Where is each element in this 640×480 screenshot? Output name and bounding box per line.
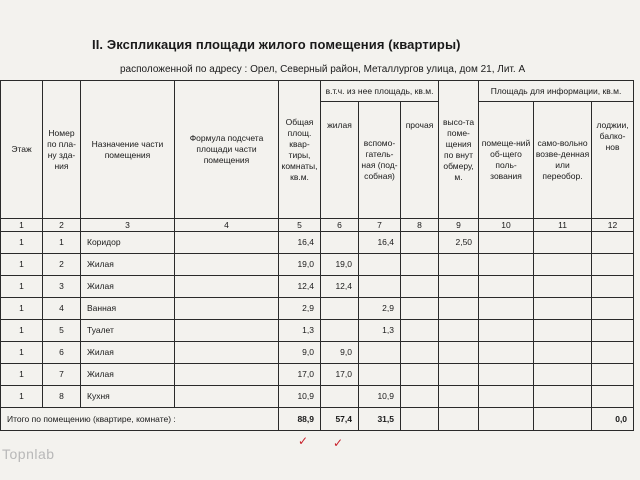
cell-floor: 1	[1, 342, 43, 364]
cell-loggia-area	[592, 342, 634, 364]
explication-table	[0, 80, 634, 431]
room-rows	[1, 232, 634, 431]
cell-loggia-area	[592, 254, 634, 276]
header-room-number: Номер по пла-ну зда-ния	[43, 81, 81, 219]
column-number: 9	[439, 219, 479, 232]
cell-height	[439, 298, 479, 320]
cell-height	[439, 342, 479, 364]
cell-formula	[175, 298, 279, 320]
red-check-mark: ✓	[298, 434, 309, 448]
cell-floor: 1	[1, 298, 43, 320]
cell-formula	[175, 254, 279, 276]
cell-room-number: 7	[43, 364, 81, 386]
header-self-built: само-вольно возве-денная или переобор.	[534, 102, 592, 219]
cell-self-built-area	[534, 254, 592, 276]
column-number: 10	[479, 219, 534, 232]
cell-room-number: 8	[43, 386, 81, 408]
cell-living-area: 12,4	[321, 276, 359, 298]
column-number: 12	[592, 219, 634, 232]
red-check-mark: ✓	[333, 436, 344, 450]
cell-room-number: 4	[43, 298, 81, 320]
cell-self-built-area	[534, 232, 592, 254]
cell-formula	[175, 276, 279, 298]
table-row	[1, 298, 634, 320]
header-purpose: Назначение части помещения	[81, 81, 175, 219]
cell-common-area	[479, 254, 534, 276]
cell-purpose: Кухня	[81, 386, 175, 408]
header-height: высо-та поме-щения по внут обмеру, м.	[439, 81, 479, 219]
watermark: Topnlab	[2, 446, 55, 462]
cell-aux-area: 1,3	[359, 320, 401, 342]
cell-common-area	[479, 298, 534, 320]
cell-room-number: 3	[43, 276, 81, 298]
header-living: жилая	[321, 102, 359, 219]
cell-loggia-area	[592, 320, 634, 342]
cell-total-area: 2,9	[279, 298, 321, 320]
cell-formula	[175, 342, 279, 364]
cell-purpose: Жилая	[81, 364, 175, 386]
cell-other-area	[401, 232, 439, 254]
cell-other-area	[401, 364, 439, 386]
cell-formula	[175, 232, 279, 254]
table-row	[1, 386, 634, 408]
cell-total-area: 10,9	[279, 386, 321, 408]
cell-room-number: 6	[43, 342, 81, 364]
cell-formula	[175, 364, 279, 386]
cell-common-area	[479, 232, 534, 254]
total-common-sum	[479, 408, 534, 431]
cell-other-area	[401, 276, 439, 298]
total-row	[1, 408, 634, 431]
cell-other-area	[401, 298, 439, 320]
cell-common-area	[479, 364, 534, 386]
cell-aux-area: 2,9	[359, 298, 401, 320]
cell-aux-area: 10,9	[359, 386, 401, 408]
cell-floor: 1	[1, 232, 43, 254]
table-row	[1, 364, 634, 386]
column-number: 4	[175, 219, 279, 232]
total-other-sum	[401, 408, 439, 431]
header-auxiliary: вспомо-гатель-ная (под-собная)	[359, 102, 401, 219]
total-height	[439, 408, 479, 431]
cell-self-built-area	[534, 386, 592, 408]
cell-living-area	[321, 232, 359, 254]
total-living-sum: 57,4	[321, 408, 359, 431]
cell-self-built-area	[534, 342, 592, 364]
cell-height	[439, 364, 479, 386]
cell-purpose: Коридор	[81, 232, 175, 254]
cell-floor: 1	[1, 254, 43, 276]
header-total-area: Общая площ. квар-тиры, комнаты, кв.м.	[279, 81, 321, 219]
cell-height: 2,50	[439, 232, 479, 254]
column-number: 8	[401, 219, 439, 232]
cell-formula	[175, 320, 279, 342]
cell-living-area: 17,0	[321, 364, 359, 386]
table-row	[1, 320, 634, 342]
cell-purpose: Жилая	[81, 342, 175, 364]
cell-purpose: Жилая	[81, 276, 175, 298]
cell-aux-area	[359, 364, 401, 386]
total-label: Итого по помещению (квартире, комнате) :	[1, 408, 279, 431]
cell-height	[439, 276, 479, 298]
column-number: 5	[279, 219, 321, 232]
header-common: помеще-ний об-щего поль-зования	[479, 102, 534, 219]
cell-total-area: 17,0	[279, 364, 321, 386]
cell-loggia-area	[592, 364, 634, 386]
table-row	[1, 342, 634, 364]
cell-height	[439, 386, 479, 408]
column-number: 7	[359, 219, 401, 232]
cell-loggia-area	[592, 298, 634, 320]
cell-room-number: 2	[43, 254, 81, 276]
cell-room-number: 5	[43, 320, 81, 342]
cell-self-built-area	[534, 320, 592, 342]
cell-floor: 1	[1, 276, 43, 298]
cell-floor: 1	[1, 386, 43, 408]
header-floor: Этаж	[1, 81, 43, 219]
cell-common-area	[479, 276, 534, 298]
total-aux-sum: 31,5	[359, 408, 401, 431]
total-area-sum: 88,9	[279, 408, 321, 431]
cell-common-area	[479, 342, 534, 364]
cell-total-area: 1,3	[279, 320, 321, 342]
column-number: 3	[81, 219, 175, 232]
cell-living-area	[321, 320, 359, 342]
cell-other-area	[401, 320, 439, 342]
cell-loggia-area	[592, 386, 634, 408]
cell-self-built-area	[534, 276, 592, 298]
cell-formula	[175, 386, 279, 408]
cell-common-area	[479, 320, 534, 342]
header-incl-group: в.т.ч. из нее площадь, кв.м.	[321, 81, 439, 102]
cell-total-area: 9,0	[279, 342, 321, 364]
column-number-row	[1, 219, 634, 232]
cell-floor: 1	[1, 320, 43, 342]
cell-common-area	[479, 386, 534, 408]
total-loggia-sum: 0,0	[592, 408, 634, 431]
cell-aux-area: 16,4	[359, 232, 401, 254]
cell-purpose: Ванная	[81, 298, 175, 320]
cell-purpose: Жилая	[81, 254, 175, 276]
cell-floor: 1	[1, 364, 43, 386]
cell-living-area: 19,0	[321, 254, 359, 276]
cell-living-area	[321, 386, 359, 408]
table-row	[1, 232, 634, 254]
address-line: расположенной по адресу : Орел, Северный район, Металлургов улица, дом 21, Лит. А	[120, 64, 526, 75]
column-number: 6	[321, 219, 359, 232]
cell-purpose: Туалет	[81, 320, 175, 342]
cell-total-area: 19,0	[279, 254, 321, 276]
cell-self-built-area	[534, 364, 592, 386]
cell-loggia-area	[592, 232, 634, 254]
cell-living-area: 9,0	[321, 342, 359, 364]
column-number: 11	[534, 219, 592, 232]
cell-other-area	[401, 342, 439, 364]
column-number: 2	[43, 219, 81, 232]
cell-total-area: 12,4	[279, 276, 321, 298]
header-formula: Формула подсчета площади части помещения	[175, 81, 279, 219]
document-title: II. Экспликация площади жилого помещения (квартиры)	[92, 37, 461, 52]
cell-total-area: 16,4	[279, 232, 321, 254]
column-number: 1	[1, 219, 43, 232]
cell-living-area	[321, 298, 359, 320]
cell-other-area	[401, 386, 439, 408]
header-info-group: Площадь для информации, кв.м.	[479, 81, 634, 102]
total-self-built-sum	[534, 408, 592, 431]
header-loggias: лоджии, балко-нов	[592, 102, 634, 219]
cell-room-number: 1	[43, 232, 81, 254]
cell-self-built-area	[534, 298, 592, 320]
cell-loggia-area	[592, 276, 634, 298]
cell-other-area	[401, 254, 439, 276]
cell-aux-area	[359, 342, 401, 364]
cell-height	[439, 254, 479, 276]
cell-aux-area	[359, 276, 401, 298]
table-row	[1, 276, 634, 298]
cell-aux-area	[359, 254, 401, 276]
table-row	[1, 254, 634, 276]
cell-height	[439, 320, 479, 342]
header-other: прочая	[401, 102, 439, 219]
